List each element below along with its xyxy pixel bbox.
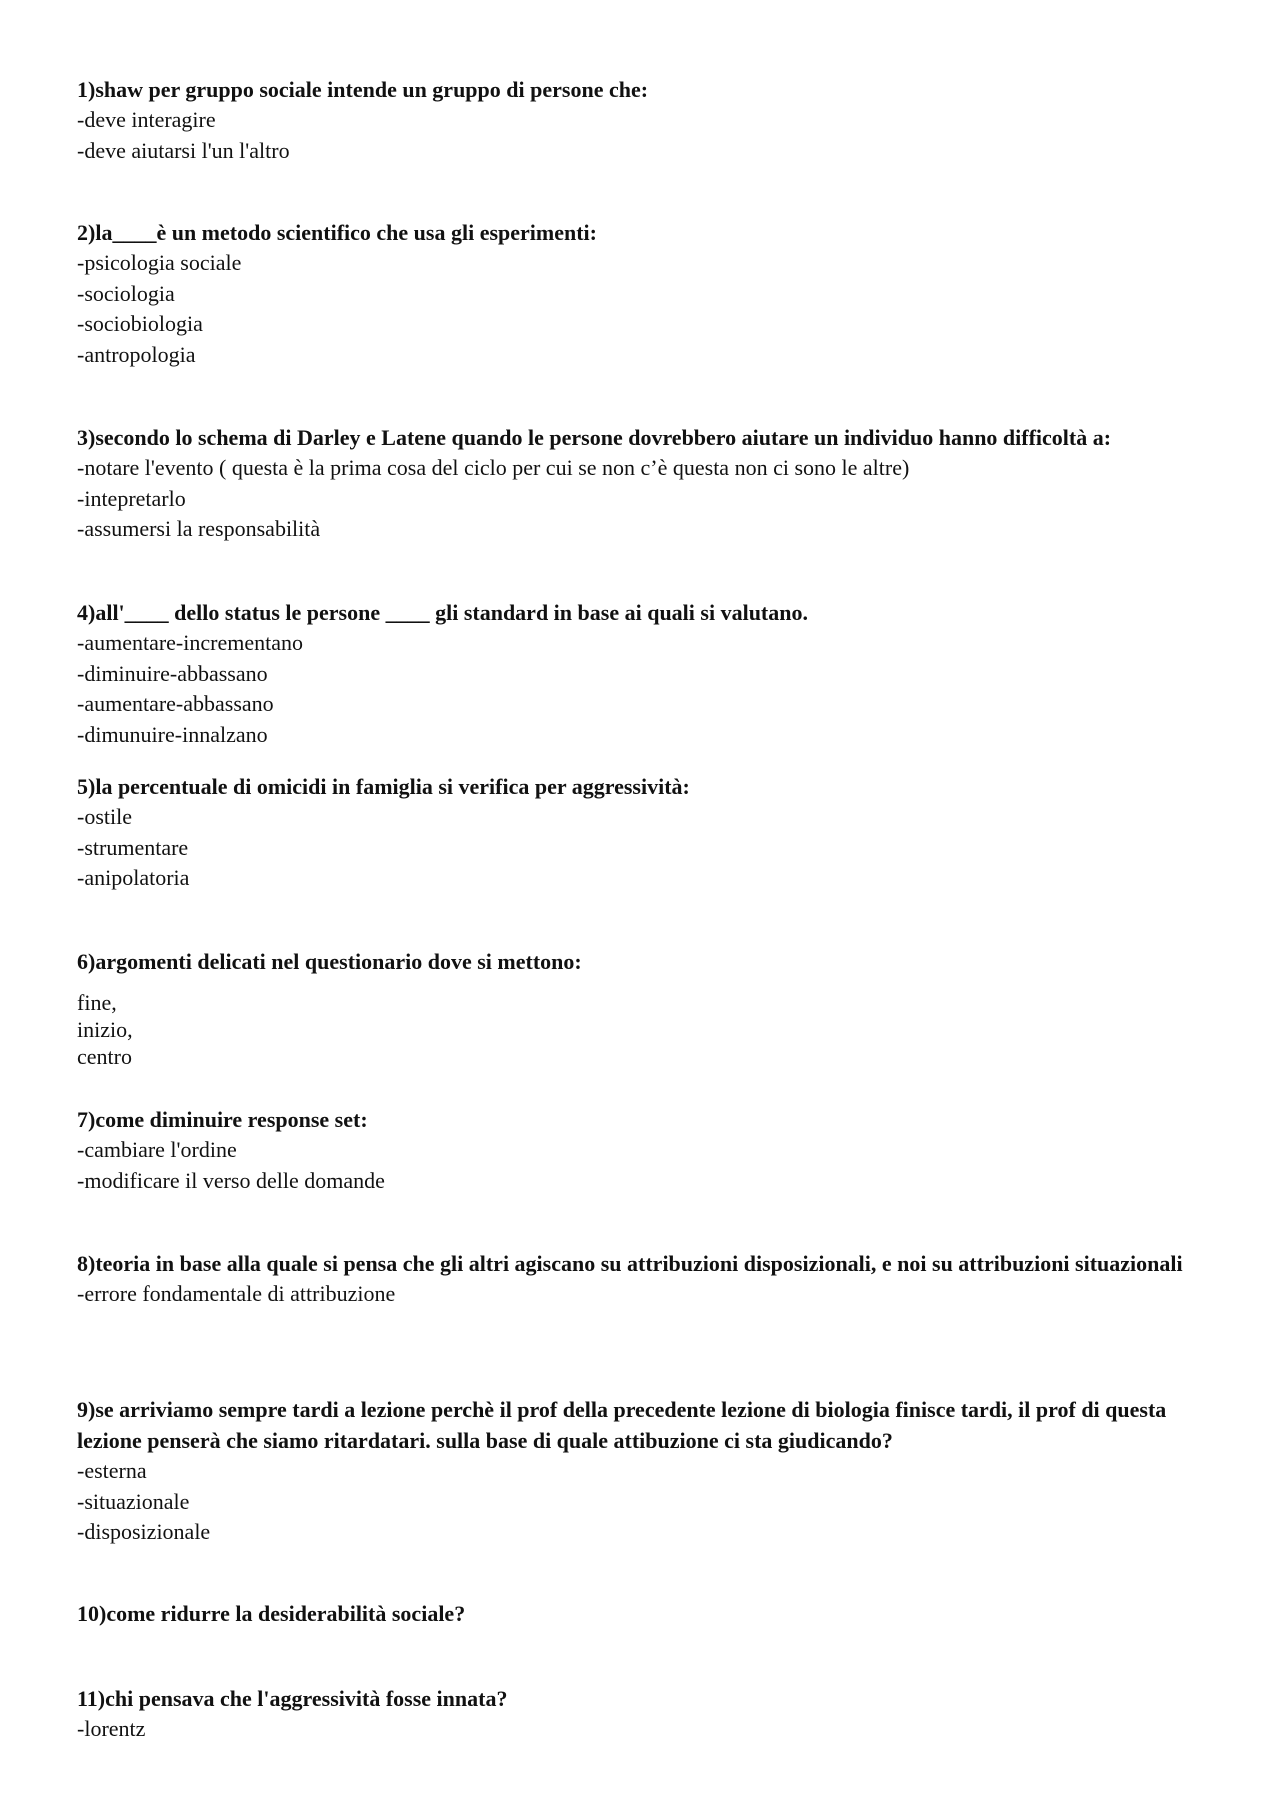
answer-option: -diminuire-abbassano xyxy=(77,660,268,686)
question-11 xyxy=(77,1683,1207,1745)
question-6 xyxy=(77,946,1207,1070)
answer-option: -ostile xyxy=(77,804,132,829)
question-5 xyxy=(77,771,1207,894)
answer-option: fine, xyxy=(77,990,117,1015)
answer-option: -modificare il verso delle domande xyxy=(77,1167,385,1193)
answer-option: inizio, xyxy=(77,1017,133,1042)
spacer xyxy=(77,977,1207,989)
question-title: 9)se arriviamo sempre tardi a lezione perchè il prof della precedente lezione di biologia finisce tardi, il prof di questa lezione penserà che siamo ritardatari. sulla base di quale attibuzione ci sta giudicando? xyxy=(77,1397,1167,1453)
answer-option: -errore fondamentale di attribuzione xyxy=(77,1281,396,1306)
question-3 xyxy=(77,422,1207,545)
question-title: 8)teoria in base alla quale si pensa che gli altri agiscano su attribuzioni disposizionali, e noi su attribuzioni situazionali xyxy=(77,1251,1183,1276)
question-title: 10)come ridurre la desiderabilità sociale? xyxy=(77,1601,466,1626)
question-title: 4)all'____ dello status le persone ____ gli standard in base ai quali si valutano. xyxy=(77,600,808,625)
answer-option: -deve interagire xyxy=(77,107,216,132)
question-title: 5)la percentuale di omicidi in famiglia si verifica per aggressività: xyxy=(77,774,690,799)
question-title: 7)come diminuire response set: xyxy=(77,1107,368,1132)
question-title: 11)chi pensava che l'aggressività fosse innata? xyxy=(77,1686,508,1711)
answer-option: -disposizionale xyxy=(77,1519,211,1544)
answer-option: -esterna xyxy=(77,1458,147,1483)
question-2 xyxy=(77,217,1207,370)
question-title: 1)shaw per gruppo sociale intende un gruppo di persone che: xyxy=(77,77,649,102)
answer-option: -situazionale xyxy=(77,1488,190,1514)
answer-option: -lorentz xyxy=(77,1716,146,1741)
answer-option: -sociobiologia xyxy=(77,311,203,336)
question-1 xyxy=(77,74,1207,166)
answer-option: -psicologia sociale xyxy=(77,250,242,275)
question-title: 3)secondo lo schema di Darley e Latene quando le persone dovrebbero aiutare un individuo hanno difficoltà a: xyxy=(77,425,1112,450)
answer-option: -dimunuire-innalzano xyxy=(77,721,268,747)
answer-option: -strumentare xyxy=(77,834,189,860)
answer-option: centro xyxy=(77,1044,132,1069)
question-title: 2)la____è un metodo scientifico che usa gli esperimenti: xyxy=(77,220,597,245)
answer-option: -anipolatoria xyxy=(77,865,190,890)
question-9 xyxy=(77,1394,1207,1548)
answer-option: -deve aiutarsi l'un l'altro xyxy=(77,137,290,163)
answer-option: -assumersi la responsabilità xyxy=(77,516,321,541)
answer-option: -sociologia xyxy=(77,280,175,306)
answer-option: -antropologia xyxy=(77,341,196,367)
question-7 xyxy=(77,1104,1207,1196)
answer-option: -aumentare-incrementano xyxy=(77,630,303,655)
answer-option: -notare l'evento ( questa è la prima cosa del ciclo per cui se non c’è questa non ci sono le altre) xyxy=(77,455,910,480)
question-4 xyxy=(77,597,1207,750)
question-title: 6)argomenti delicati nel questionario dove si mettono: xyxy=(77,949,582,974)
answer-option: -intepretarlo xyxy=(77,485,186,511)
answer-option: -cambiare l'ordine xyxy=(77,1137,237,1162)
question-8 xyxy=(77,1248,1207,1310)
question-10 xyxy=(77,1598,1207,1629)
answer-option: -aumentare-abbassano xyxy=(77,691,274,716)
